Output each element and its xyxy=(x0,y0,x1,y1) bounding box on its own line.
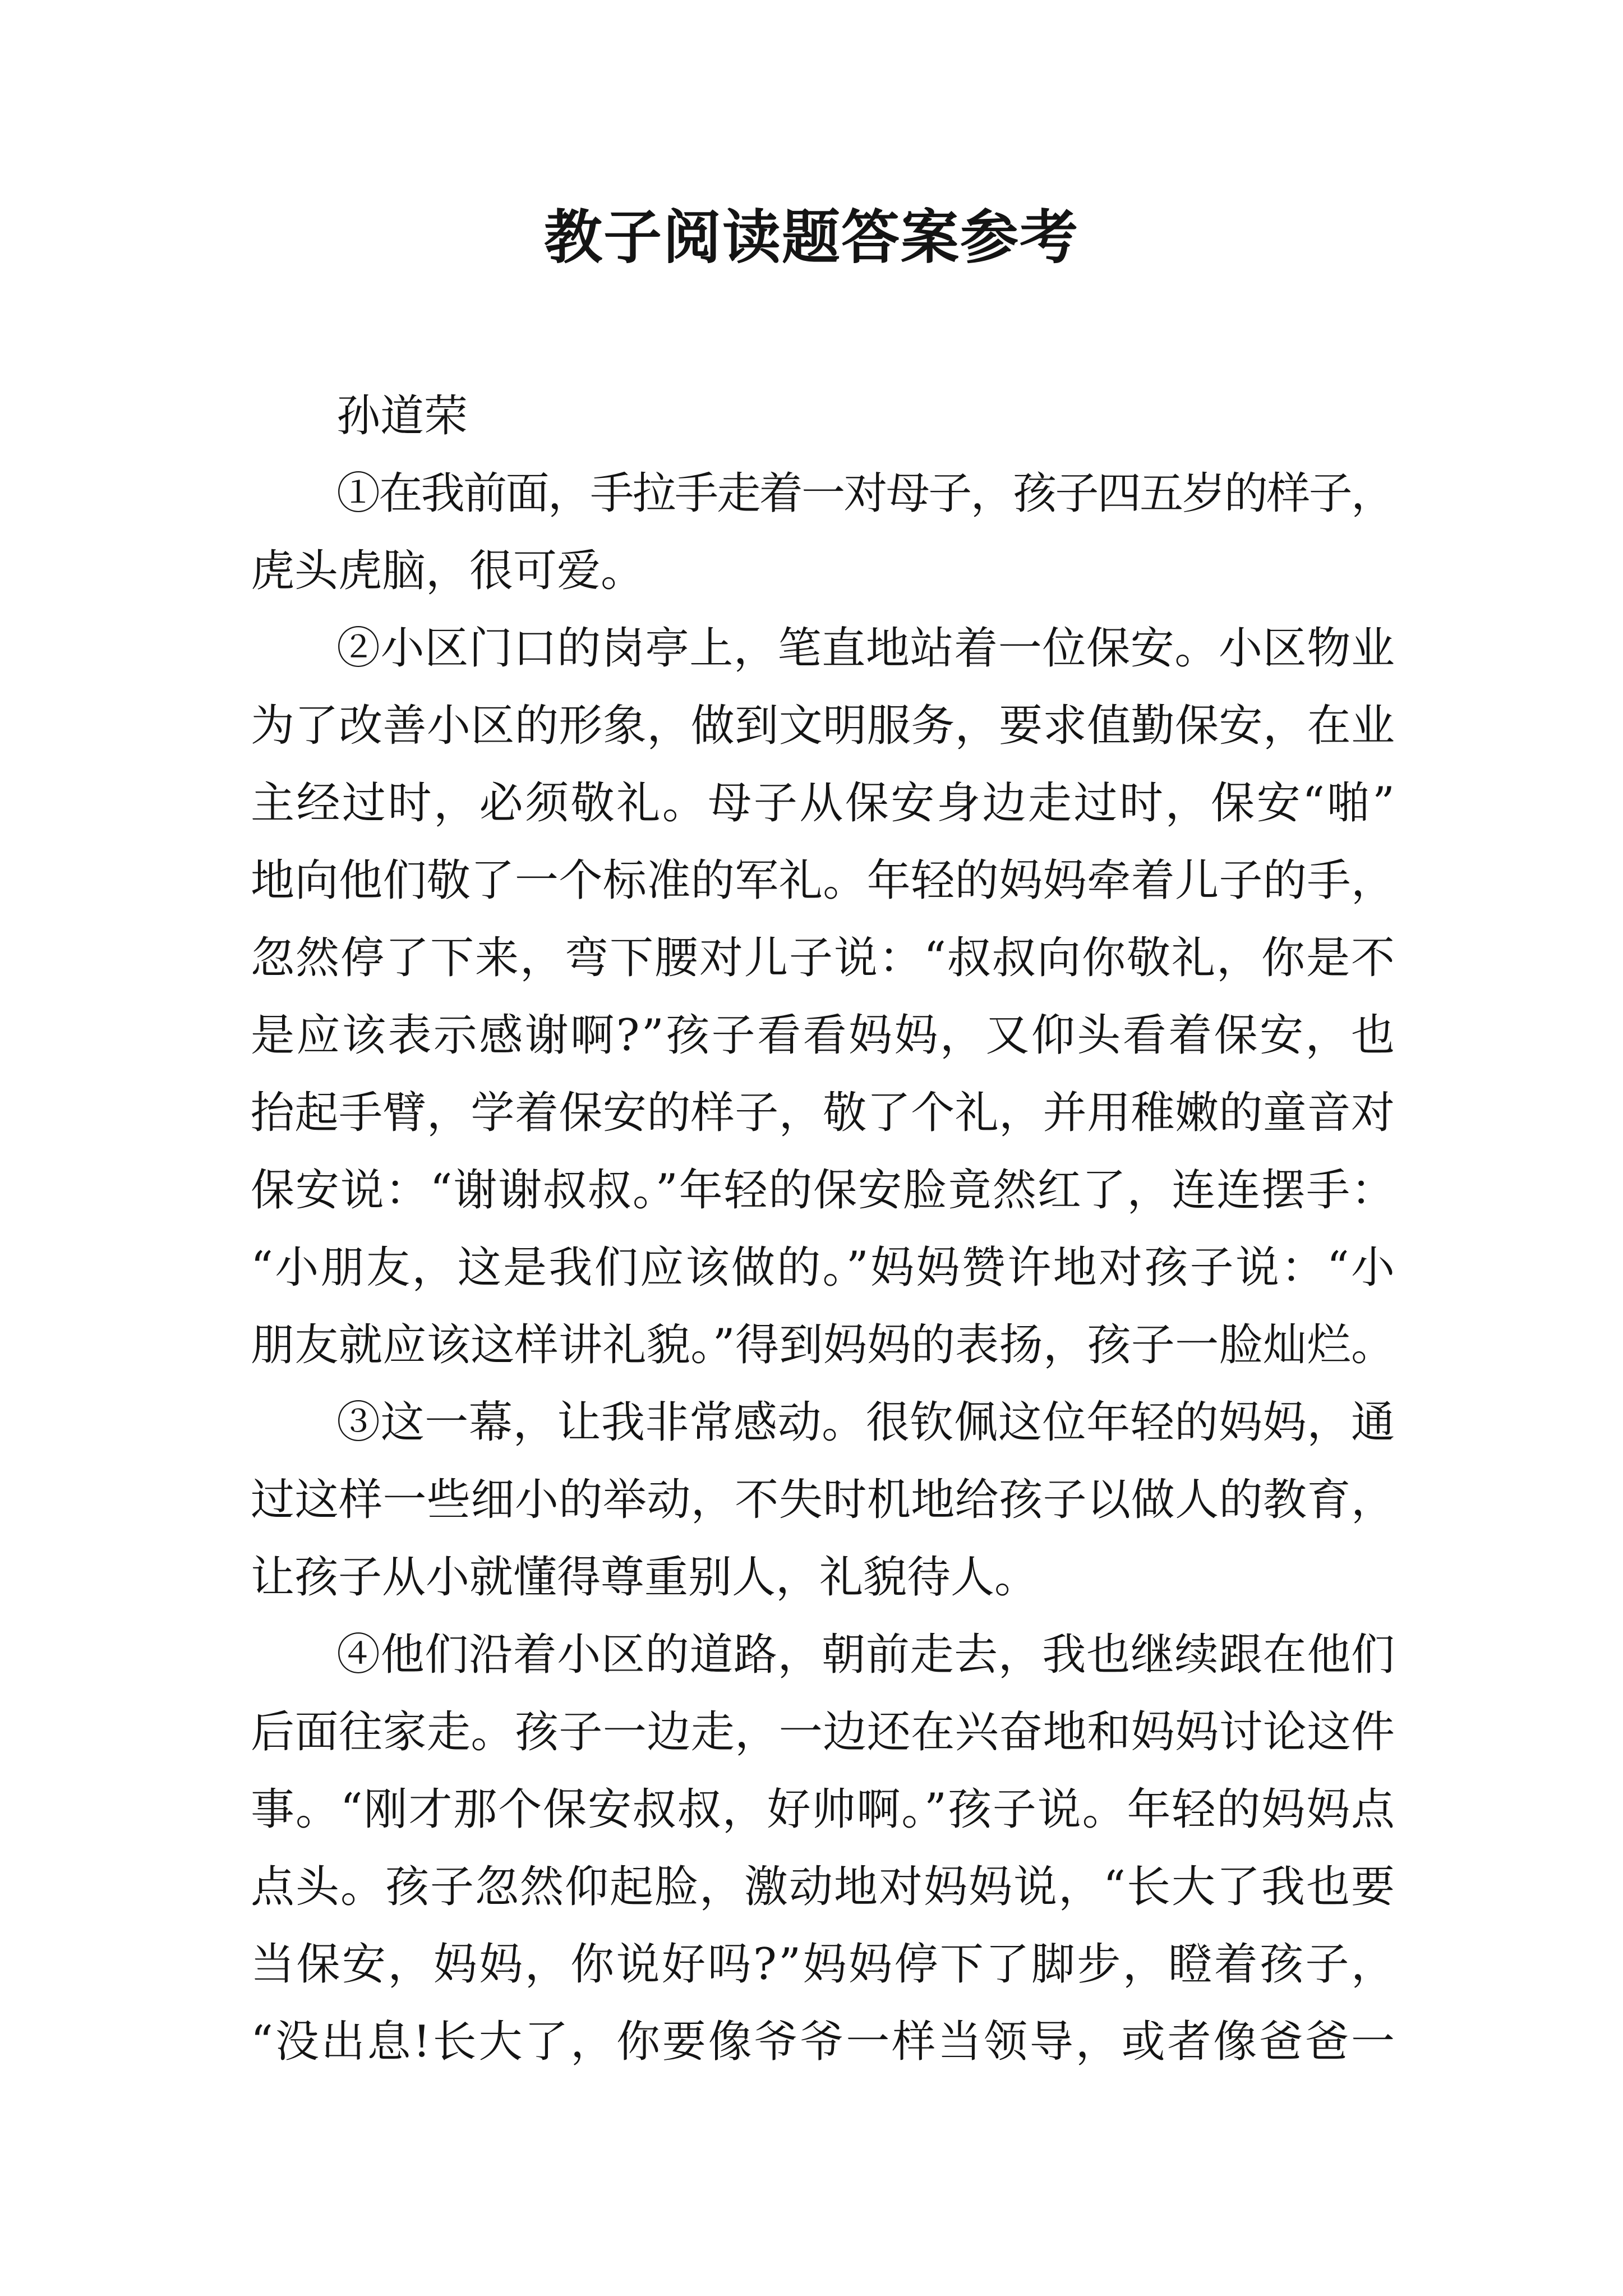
text-line: ①在我前面，手拉手走着一对母子，孩子四五岁的样子， xyxy=(336,468,1394,519)
text-line: ③这一幕，让我非常感动。很钦佩这位年轻的妈妈，通 xyxy=(336,1397,1395,1448)
paragraph-1 xyxy=(251,455,1395,610)
paragraph-4 xyxy=(251,1616,1395,2081)
text-line: 后面往家走。孩子一边走，一边还在兴奋地和妈妈讨论这件 xyxy=(251,1707,1395,1757)
text-line: 忽然停了下来，弯下腰对儿子说：“叔叔向你敬礼，你是不 xyxy=(251,933,1396,983)
text-line: 为了改善小区的形象，做到文明服务，要求值勤保安，在业 xyxy=(251,701,1395,751)
text-line: 过这样一些细小的举动，不失时机地给孩子以做人的教育， xyxy=(251,1475,1395,1525)
text-line: 虎头虎脑，很可爱。 xyxy=(251,546,645,596)
text-line: 点头。孩子忽然仰起脸，激动地对妈妈说，“长大了我也要 xyxy=(251,1862,1396,1912)
text-line: 让孩子从小就懂得尊重别人，礼貌待人。 xyxy=(251,1552,1039,1603)
text-line: 是应该表示感谢啊?”孩子看看妈妈，又仰头看着保安，也 xyxy=(251,1010,1397,1061)
text-line: 保安说：“谢谢叔叔。”年轻的保安脸竟然红了，连连摆手： xyxy=(251,1165,1396,1216)
document-title: 教子阅读题答案参考 xyxy=(543,203,1079,272)
text-line: 主经过时，必须敬礼。母子从保安身边走过时，保安“啪” xyxy=(251,778,1397,829)
article-body xyxy=(251,378,1395,2081)
text-line: ④他们沿着小区的道路，朝前走去，我也继续跟在他们 xyxy=(336,1630,1395,1680)
paragraph-2 xyxy=(251,610,1395,1384)
text-line: 朋友就应该这样讲礼貌。”得到妈妈的表扬，孩子一脸灿烂。 xyxy=(251,1320,1395,1370)
text-line: “小朋友，这是我们应该做的。”妈妈赞许地对孩子说：“小 xyxy=(251,1243,1397,1293)
text-line: 抬起手臂，学着保安的样子，敬了个礼，并用稚嫩的童音对 xyxy=(251,1088,1395,1138)
text-line: 当保安，妈妈，你说好吗?”妈妈停下了脚步，瞪着孩子， xyxy=(251,1939,1397,1990)
text-line: 事。“刚才那个保安叔叔，好帅啊。”孩子说。年轻的妈妈点 xyxy=(251,1784,1396,1835)
text-line: ②小区门口的岗亭上，笔直地站着一位保安。小区物业 xyxy=(336,623,1395,674)
author-name: 孙道荣 xyxy=(336,391,468,441)
text-line: 地向他们敬了一个标准的军礼。年轻的妈妈牵着儿子的手， xyxy=(251,855,1395,906)
text-line: “没出息!长大了，你要像爷爷一样当领导，或者像爸爸一 xyxy=(251,2017,1397,2067)
paragraph-3 xyxy=(251,1384,1395,1616)
author-line xyxy=(251,378,1395,455)
